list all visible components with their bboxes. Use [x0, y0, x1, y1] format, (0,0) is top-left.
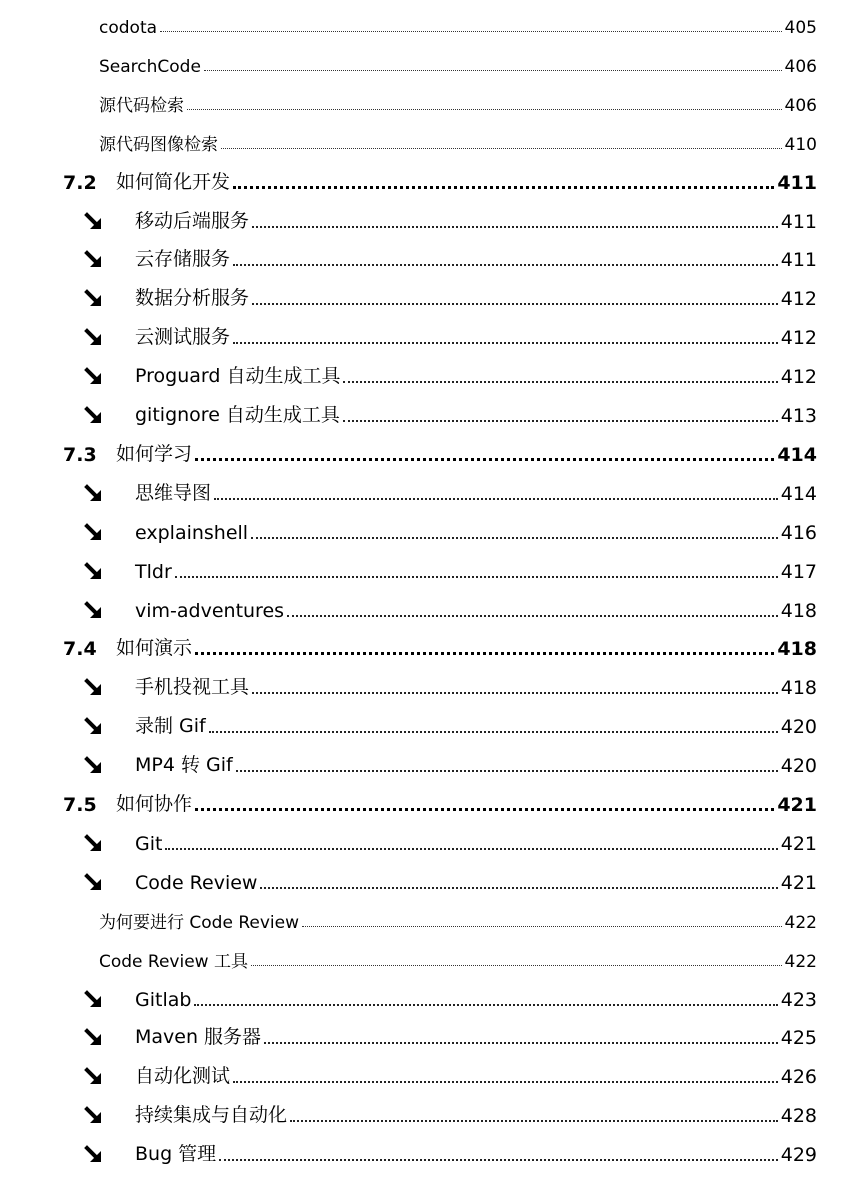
toc-entry-title: 自动化测试 [135, 1065, 231, 1088]
arrow-down-right-icon [84, 247, 135, 271]
dot-leader [204, 70, 782, 71]
dot-leader [252, 303, 778, 305]
arrow-down-right-icon [84, 987, 135, 1011]
toc-section-heading[interactable] [63, 630, 817, 660]
toc-entry-title: Maven 服务器 [135, 1026, 262, 1049]
toc-entry[interactable] [99, 125, 817, 155]
toc-entry-title: Code Review 工具 [99, 951, 248, 972]
toc-entry[interactable] [84, 1019, 817, 1049]
toc-entry-page-number: 405 [784, 18, 817, 38]
dot-leader [287, 615, 778, 617]
toc-entry-title: MP4 转 Gif [135, 754, 233, 777]
toc-entry[interactable] [84, 592, 817, 622]
toc-entry-page-number: 412 [780, 288, 817, 311]
toc-entry-title: Git [135, 832, 163, 855]
toc-entry-page-number: 423 [780, 988, 817, 1011]
toc-entry-title: 手机投视工具 [135, 676, 250, 699]
toc-entry[interactable] [84, 241, 817, 271]
dot-leader [343, 381, 777, 383]
toc-entry-page-number: 418 [780, 677, 817, 700]
toc-entry[interactable] [84, 553, 817, 583]
dot-leader [233, 1081, 778, 1083]
dot-leader [195, 808, 774, 811]
arrow-down-right-icon [84, 1103, 135, 1127]
arrow-down-right-icon [84, 403, 135, 427]
arrow-down-right-icon [84, 1064, 135, 1088]
dot-leader [233, 186, 774, 189]
toc-entry-page-number: 413 [780, 405, 817, 427]
dot-leader [251, 537, 778, 539]
toc-entry-title: 如何演示 [116, 637, 193, 660]
toc-entry-title: vim-adventures [135, 599, 285, 622]
toc-entry[interactable] [84, 475, 817, 505]
toc-entry-page-number: 412 [780, 366, 817, 389]
dot-leader [264, 1042, 778, 1044]
toc-entry[interactable] [84, 708, 817, 738]
toc-entry[interactable] [84, 1097, 817, 1127]
toc-entry-title: SearchCode [99, 56, 201, 77]
arrow-down-right-icon [84, 325, 135, 349]
toc-entry-title: Gitlab [135, 988, 192, 1011]
toc-entry-page-number: 429 [780, 1144, 817, 1167]
toc-entry[interactable] [84, 669, 817, 699]
toc-section-heading[interactable] [63, 164, 817, 194]
arrow-down-right-icon [84, 598, 135, 622]
arrow-down-right-icon [84, 714, 135, 738]
toc-entry-title: Code Review [135, 871, 258, 894]
toc-entry[interactable] [99, 86, 817, 116]
dot-leader [302, 926, 782, 927]
toc-entry[interactable] [84, 1136, 817, 1166]
arrow-down-right-icon [84, 286, 135, 310]
toc-entry-page-number: 421 [777, 794, 817, 816]
toc-entry-page-number: 417 [780, 560, 817, 583]
toc-entry-title: 数据分析服务 [135, 287, 250, 310]
dot-leader [209, 731, 778, 733]
toc-entry[interactable] [84, 319, 817, 349]
toc-entry-title: gitignore 自动生成工具 [135, 404, 340, 426]
arrow-down-right-icon [84, 209, 135, 233]
toc-entry-page-number: 426 [780, 1066, 817, 1089]
toc-entry-title: Proguard 自动生成工具 [135, 365, 341, 388]
toc-entry-page-number: 421 [780, 871, 817, 894]
dot-leader [194, 1004, 777, 1006]
toc-entry[interactable] [84, 1058, 817, 1088]
dot-leader [221, 148, 782, 149]
toc-entry-page-number: 411 [780, 249, 817, 272]
toc-entry-title: 源代码检索 [99, 95, 184, 116]
toc-entry[interactable] [84, 203, 817, 233]
section-number: 7.2 [63, 171, 97, 194]
arrow-down-right-icon [84, 753, 135, 777]
toc-entry-title: 如何简化开发 [116, 170, 231, 193]
toc-entry-title: Bug 管理 [135, 1143, 217, 1166]
toc-entry-page-number: 411 [780, 210, 817, 233]
toc-entry-page-number: 420 [780, 755, 817, 778]
section-number: 7.5 [63, 794, 97, 816]
toc-section-heading[interactable] [63, 436, 817, 466]
toc-entry-page-number: 406 [784, 95, 817, 116]
dot-leader [252, 226, 778, 228]
toc-section-heading[interactable] [63, 786, 817, 816]
toc-entry-title: 持续集成与自动化 [135, 1104, 288, 1127]
toc-entry-page-number: 428 [780, 1105, 817, 1128]
dot-leader [343, 420, 778, 422]
dot-leader [251, 965, 782, 966]
toc-entry-page-number: 411 [777, 171, 817, 194]
toc-entry-title: codota [99, 18, 158, 38]
toc-entry-title: 云测试服务 [135, 326, 231, 349]
dot-leader [187, 109, 782, 110]
dot-leader [175, 576, 778, 578]
toc-entry-title: 如何协作 [116, 793, 193, 815]
dot-leader [252, 692, 778, 694]
toc-entry[interactable] [84, 514, 817, 544]
toc-entry-page-number: 410 [784, 134, 817, 155]
dot-leader [233, 264, 778, 266]
toc-entry-page-number: 416 [780, 521, 817, 544]
toc-entry-title: explainshell [135, 521, 249, 544]
arrow-down-right-icon [84, 1025, 135, 1049]
toc-entry-page-number: 414 [777, 443, 817, 466]
section-number: 7.4 [63, 638, 97, 661]
toc-entry-title: 思维导图 [135, 481, 212, 504]
toc-entry-title: 录制 Gif [135, 715, 206, 738]
toc-entry-title: 源代码图像检索 [99, 134, 218, 155]
dot-leader [233, 342, 778, 344]
toc-entry[interactable] [84, 397, 817, 427]
toc-entry-title: 如何学习 [116, 442, 193, 465]
toc-entry[interactable] [99, 8, 817, 38]
toc-entry[interactable] [99, 47, 817, 77]
toc-entry[interactable] [99, 942, 817, 972]
dot-leader [195, 458, 774, 461]
toc-entry-page-number: 422 [784, 912, 817, 933]
toc-entry-title: 为何要进行 Code Review [99, 912, 299, 933]
arrow-down-right-icon [84, 481, 135, 505]
toc-entry-page-number: 412 [780, 327, 817, 350]
toc-entry[interactable] [84, 981, 817, 1011]
arrow-down-right-icon [84, 675, 135, 699]
toc-entry-page-number: 422 [784, 951, 817, 972]
dot-leader [219, 1159, 778, 1161]
arrow-down-right-icon [84, 364, 135, 388]
dot-leader [195, 652, 774, 655]
toc-entry-page-number: 420 [780, 716, 817, 739]
toc-entry[interactable] [84, 747, 817, 777]
arrow-down-right-icon [84, 1142, 135, 1166]
dot-leader [214, 498, 778, 500]
toc-entry-page-number: 418 [780, 599, 817, 622]
toc-entry-page-number: 418 [777, 638, 817, 661]
section-number: 7.3 [63, 443, 97, 466]
toc-entry-title: Tldr [135, 560, 172, 583]
arrow-down-right-icon [84, 870, 135, 894]
toc-entry[interactable] [99, 903, 817, 933]
dot-leader [290, 1120, 778, 1122]
toc-entry-title: 云存储服务 [135, 248, 231, 271]
toc-entry-page-number: 406 [784, 56, 817, 77]
toc-entry-page-number: 425 [780, 1027, 817, 1050]
dot-leader [236, 770, 778, 772]
arrow-down-right-icon [84, 559, 135, 583]
arrow-down-right-icon [84, 831, 135, 855]
toc-entry-title: 移动后端服务 [135, 209, 250, 232]
dot-leader [260, 887, 777, 889]
arrow-down-right-icon [84, 520, 135, 544]
toc-entry[interactable] [84, 864, 817, 894]
toc-entry[interactable] [84, 358, 817, 388]
dot-leader [165, 848, 777, 850]
toc-entry[interactable] [84, 825, 817, 855]
toc-entry[interactable] [84, 280, 817, 310]
toc-entry-page-number: 421 [780, 832, 817, 855]
dot-leader [160, 31, 782, 32]
toc-entry-page-number: 414 [780, 482, 817, 505]
